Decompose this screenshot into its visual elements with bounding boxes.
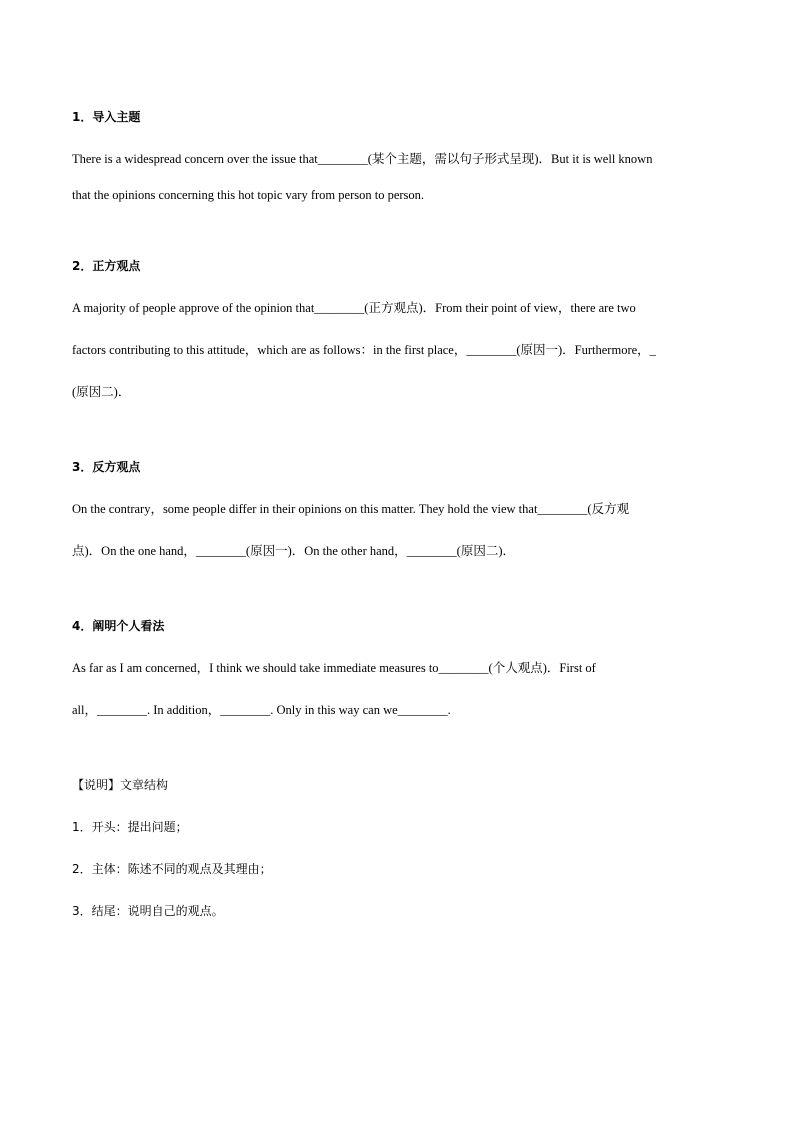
section-3-heading: 3．反方观点: [72, 460, 141, 474]
section-1-heading: 1．导入主题: [72, 110, 141, 124]
section-3-line-1: On the contrary，some people differ in their opinions on this matter. They hold the view that________(反方观: [72, 502, 630, 516]
section-3-line-2: 点)．On the one hand，________(原因一)．On the other hand，________(原因二)．: [72, 544, 515, 558]
section-4-line-2: all，________. In addition，________. Only in this way can we________.: [72, 703, 451, 717]
section-1-line-1: There is a widespread concern over the issue that________(某个主题，需以句子形式呈现)．But it is well known: [72, 152, 653, 166]
section-2-line-3: (原因二)．: [72, 385, 131, 399]
note-item-1: 1．开头：提出问题；: [72, 820, 188, 834]
note-item-3: 3．结尾：说明自己的观点。: [72, 904, 224, 918]
section-2-line-1: A majority of people approve of the opinion that________(正方观点)．From their point of view，there are two: [72, 301, 636, 315]
section-4-line-1: As far as I am concerned，I think we should take immediate measures to________(个人观点)．First of: [72, 661, 596, 675]
note-item-2: 2．主体：陈述不同的观点及其理由；: [72, 862, 272, 876]
section-2-heading: 2．正方观点: [72, 259, 141, 273]
section-4-heading: 4．阐明个人看法: [72, 619, 165, 633]
note-title: 【说明】文章结构: [72, 778, 169, 792]
section-2-line-2: factors contributing to this attitude，which are as follows：in the first place，________(原因一)．Furthermore，_: [72, 343, 656, 357]
section-1-line-2: that the opinions concerning this hot topic vary from person to person.: [72, 188, 425, 202]
